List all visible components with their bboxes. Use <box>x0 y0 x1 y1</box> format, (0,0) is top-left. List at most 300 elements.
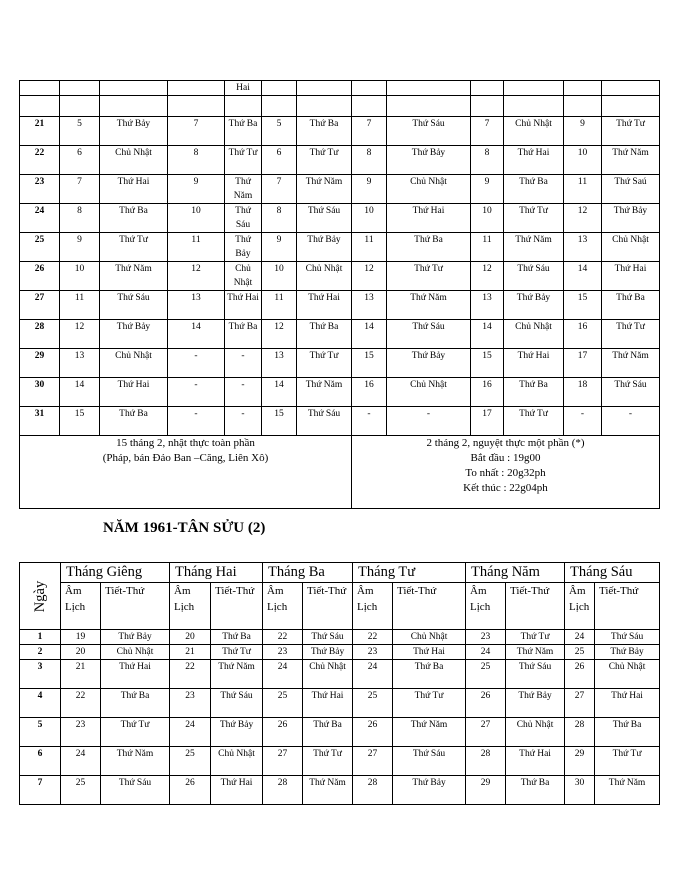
table-cell: 10 <box>60 262 100 291</box>
table-cell: 13 <box>168 291 225 320</box>
day-number: 7 <box>20 776 61 805</box>
table-cell <box>504 81 564 96</box>
day-number: 24 <box>20 204 60 233</box>
table-cell: Thứ Hai <box>225 291 262 320</box>
table-cell: 15 <box>60 407 100 436</box>
table-row <box>20 96 660 117</box>
table-cell: Thứ Sáu <box>225 204 262 233</box>
eclipse-lunar-note <box>352 436 660 509</box>
table-cell <box>352 96 387 117</box>
table-cell: 25 <box>61 776 101 805</box>
table-cell: Chủ Nhật <box>602 233 660 262</box>
table-cell <box>225 96 262 117</box>
table-cell: Chủ Nhật <box>100 146 168 175</box>
table-cell: Chủ Nhật <box>303 660 353 689</box>
day-number: 5 <box>20 718 61 747</box>
table-cell: Thứ Sáu <box>387 320 471 349</box>
day-number: 27 <box>20 291 60 320</box>
table-cell: 15 <box>352 349 387 378</box>
day-number: 26 <box>20 262 60 291</box>
table-cell: Chủ Nhật <box>297 262 352 291</box>
table-cell <box>168 96 225 117</box>
table-cell: Thứ Sáu <box>211 689 263 718</box>
table-cell: 8 <box>352 146 387 175</box>
table-cell: Thứ Ba <box>602 291 660 320</box>
table-cell: Thứ Tư <box>602 320 660 349</box>
table-cell <box>262 81 297 96</box>
table-cell: Thứ Sáu <box>602 378 660 407</box>
table-cell: 14 <box>564 262 602 291</box>
table-cell: 10 <box>471 204 504 233</box>
table-row <box>20 262 660 291</box>
table-row <box>20 718 660 747</box>
table-cell: Thứ Sáu <box>393 747 466 776</box>
table-cell: 29 <box>565 747 595 776</box>
table-cell: Thứ Hai <box>101 660 170 689</box>
table-cell: 24 <box>466 645 506 660</box>
table-cell: Thứ Năm <box>595 776 660 805</box>
table-cell: Thứ Bảy <box>297 233 352 262</box>
table-cell: 25 <box>565 645 595 660</box>
table-cell: 30 <box>565 776 595 805</box>
day-number: 6 <box>20 747 61 776</box>
table-cell: 26 <box>170 776 211 805</box>
table-cell: Chủ Nhật <box>504 117 564 146</box>
table-cell: Thứ Ba <box>393 660 466 689</box>
table-cell: Thứ Ba <box>297 117 352 146</box>
table-cell: Thứ Bảy <box>211 718 263 747</box>
table-cell: - <box>225 407 262 436</box>
table-cell: Thứ Tư <box>101 718 170 747</box>
table-cell: 20 <box>61 645 101 660</box>
table-cell: 15 <box>262 407 297 436</box>
table-cell: 17 <box>471 407 504 436</box>
table-cell: 13 <box>352 291 387 320</box>
table-cell: 26 <box>466 689 506 718</box>
table-cell: 9 <box>60 233 100 262</box>
table-cell: Thứ Bảy <box>100 117 168 146</box>
table-row <box>20 660 660 689</box>
table-row <box>20 630 660 645</box>
table-cell: Thứ Tư <box>504 407 564 436</box>
table-cell: 22 <box>61 689 101 718</box>
calendar-table-part2 <box>19 562 660 805</box>
tiet-thu-header: Tiết-Thứ <box>595 583 660 630</box>
table-cell: Chủ Nhật <box>101 645 170 660</box>
table-row <box>20 146 660 175</box>
table-cell: 23 <box>61 718 101 747</box>
table-cell: Thứ Bảy <box>506 689 565 718</box>
table-cell <box>60 96 100 117</box>
table-cell: 25 <box>466 660 506 689</box>
table-cell: 11 <box>564 175 602 204</box>
table-cell: Thứ Tư <box>393 689 466 718</box>
day-number: 25 <box>20 233 60 262</box>
tiet-thu-header: Tiết-Thứ <box>101 583 170 630</box>
table-cell: 27 <box>353 747 393 776</box>
table-cell: - <box>168 378 225 407</box>
table-cell: 24 <box>263 660 303 689</box>
month-header: Tháng Tư <box>353 563 466 583</box>
table-cell: Thứ Tư <box>506 630 565 645</box>
table-cell: Thứ Ba <box>225 117 262 146</box>
table-cell: 9 <box>564 117 602 146</box>
table-row <box>20 204 660 233</box>
table-cell: Thứ Ba <box>303 718 353 747</box>
table-cell <box>387 81 471 96</box>
table-cell: Thứ Ba <box>506 776 565 805</box>
table-cell: - <box>602 407 660 436</box>
table-cell: 24 <box>565 630 595 645</box>
am-lich-header: Âm Lịch <box>61 583 101 630</box>
day-number: 30 <box>20 378 60 407</box>
table-cell <box>602 81 660 96</box>
eclipse-line: To nhất : 20g32ph <box>465 467 546 479</box>
month-header: Tháng Năm <box>466 563 565 583</box>
eclipse-line: (Pháp, bán Đảo Ban –Căng, Liên Xô) <box>102 452 269 464</box>
table-cell: 26 <box>263 718 303 747</box>
table-cell: Thứ Ba <box>504 175 564 204</box>
ngay-label: Ngày <box>32 580 49 612</box>
day-number: 2 <box>20 645 61 660</box>
table-cell: Chủ Nhật <box>225 262 262 291</box>
table-cell: 7 <box>471 117 504 146</box>
table-cell: Thứ Bảy <box>393 776 466 805</box>
day-number: 4 <box>20 689 61 718</box>
table-cell: 7 <box>262 175 297 204</box>
table-cell <box>297 96 352 117</box>
table-cell: Thứ Bảy <box>225 233 262 262</box>
table-cell: 7 <box>60 175 100 204</box>
table-cell: Thứ Hai <box>595 689 660 718</box>
eclipse-line: 15 tháng 2, nhật thực toàn phần <box>116 437 255 449</box>
table-cell: Thứ Ba <box>100 407 168 436</box>
table-cell <box>471 96 504 117</box>
table-cell: 14 <box>168 320 225 349</box>
table-cell: 22 <box>353 630 393 645</box>
table-cell: Thứ Ba <box>387 233 471 262</box>
table-cell: Thứ Bảy <box>303 645 353 660</box>
table-cell: Thứ Hai <box>393 645 466 660</box>
table-cell <box>564 96 602 117</box>
eclipse-row <box>20 436 660 509</box>
table-cell: Thứ Sáu <box>100 291 168 320</box>
am-lich-header: Âm Lịch <box>353 583 393 630</box>
table-cell: 16 <box>564 320 602 349</box>
table-cell: Chủ Nhật <box>387 175 471 204</box>
table-cell: Thứ Năm <box>602 146 660 175</box>
table-cell: 13 <box>471 291 504 320</box>
table-cell: Thứ Tư <box>297 349 352 378</box>
table-cell: 20 <box>170 630 211 645</box>
day-number: 21 <box>20 117 60 146</box>
table-cell: Thứ Ba <box>101 689 170 718</box>
table-cell: Thứ Sáu <box>506 660 565 689</box>
table-cell <box>564 81 602 96</box>
table-cell: Thứ Hai <box>297 291 352 320</box>
table-cell: 8 <box>262 204 297 233</box>
table-cell: Chủ Nhật <box>506 718 565 747</box>
table-cell: Thứ Ba <box>211 630 263 645</box>
table-cell: Chủ Nhật <box>393 630 466 645</box>
table-cell: Thứ Hai <box>387 204 471 233</box>
eclipse-line: Bắt đầu : 19g00 <box>470 452 541 464</box>
table-cell: Thứ Năm <box>387 291 471 320</box>
table-cell: Thứ Hai <box>506 747 565 776</box>
tiet-thu-header: Tiết-Thứ <box>211 583 263 630</box>
tiet-thu-header: Tiết-Thứ <box>303 583 353 630</box>
table-cell: 26 <box>353 718 393 747</box>
table-cell: Thứ Tư <box>595 747 660 776</box>
table-cell: 27 <box>565 689 595 718</box>
table-cell: 9 <box>352 175 387 204</box>
table-cell <box>602 96 660 117</box>
table-cell <box>20 81 60 96</box>
table-cell: Thứ Ba <box>297 320 352 349</box>
am-lich-header: Âm Lịch <box>263 583 303 630</box>
table-cell: 11 <box>262 291 297 320</box>
table-cell: 12 <box>262 320 297 349</box>
table-cell: 27 <box>466 718 506 747</box>
table-cell: 14 <box>352 320 387 349</box>
table-cell: Thứ Tư <box>303 747 353 776</box>
table-cell: 7 <box>352 117 387 146</box>
table-cell: 12 <box>168 262 225 291</box>
table-cell: Thứ Sáu <box>387 117 471 146</box>
table-cell: 24 <box>170 718 211 747</box>
table-cell <box>297 81 352 96</box>
table-cell: 6 <box>262 146 297 175</box>
table-cell: Thứ Hai <box>100 175 168 204</box>
table-cell: Thứ Năm <box>211 660 263 689</box>
table-cell: 12 <box>352 262 387 291</box>
table-row <box>20 233 660 262</box>
table-cell <box>352 81 387 96</box>
table-row <box>20 349 660 378</box>
day-number: 1 <box>20 630 61 645</box>
table-cell: Thứ Tư <box>602 117 660 146</box>
table-cell: Thứ Saú <box>602 175 660 204</box>
table-row <box>20 378 660 407</box>
calendar-table-part1 <box>19 80 660 509</box>
table-cell: Thứ Năm <box>504 233 564 262</box>
table-cell: 21 <box>61 660 101 689</box>
table-cell: 21 <box>170 645 211 660</box>
table-cell: 24 <box>61 747 101 776</box>
day-number: 29 <box>20 349 60 378</box>
table-cell: 28 <box>565 718 595 747</box>
table-cell: Thứ Năm <box>225 175 262 204</box>
table-cell: Thứ Sáu <box>101 776 170 805</box>
table-cell: 10 <box>262 262 297 291</box>
table-cell: Thứ Bảy <box>387 349 471 378</box>
table-cell: Thứ Tư <box>100 233 168 262</box>
table-cell: Thứ Năm <box>297 378 352 407</box>
table-cell: 7 <box>168 117 225 146</box>
table-cell: - <box>168 407 225 436</box>
table-cell: Thứ Ba <box>100 204 168 233</box>
table-cell: Thứ Bảy <box>602 204 660 233</box>
table-cell: 22 <box>263 630 303 645</box>
table-cell: Thứ Sáu <box>297 407 352 436</box>
table-cell <box>387 96 471 117</box>
table-cell: Thứ Sáu <box>595 630 660 645</box>
table-cell: 16 <box>471 378 504 407</box>
month-header-row <box>20 563 660 583</box>
table-cell: Chủ Nhật <box>387 378 471 407</box>
table-cell: 23 <box>263 645 303 660</box>
table-cell: Thứ Năm <box>303 776 353 805</box>
table-cell <box>168 81 225 96</box>
table-cell: Thứ Ba <box>225 320 262 349</box>
table-cell: 14 <box>471 320 504 349</box>
table-cell: 12 <box>471 262 504 291</box>
table-cell: Thứ Bảy <box>504 291 564 320</box>
table-cell: Thứ Bảy <box>101 630 170 645</box>
tiet-thu-header: Tiết-Thứ <box>506 583 565 630</box>
table-cell: Thứ Sáu <box>303 630 353 645</box>
table-cell: Thứ Sáu <box>504 262 564 291</box>
table-cell: 15 <box>564 291 602 320</box>
table-cell: 9 <box>168 175 225 204</box>
table-cell: 25 <box>353 689 393 718</box>
table-cell: 10 <box>168 204 225 233</box>
table-cell: - <box>352 407 387 436</box>
table-cell: 11 <box>60 291 100 320</box>
table-row <box>20 645 660 660</box>
table-cell: 18 <box>564 378 602 407</box>
am-lich-header: Âm Lịch <box>466 583 506 630</box>
table-row <box>20 776 660 805</box>
table-cell: 11 <box>471 233 504 262</box>
day-number: 22 <box>20 146 60 175</box>
table-cell <box>20 96 60 117</box>
table-cell: Hai <box>225 81 262 96</box>
table-cell: 25 <box>170 747 211 776</box>
table-cell: 29 <box>466 776 506 805</box>
table-cell: Thứ Tư <box>297 146 352 175</box>
table-cell <box>60 81 100 96</box>
table-row <box>20 407 660 436</box>
table-cell: Thứ Bảy <box>595 645 660 660</box>
table-cell: 11 <box>352 233 387 262</box>
table-cell: Thứ Ba <box>504 378 564 407</box>
table-cell: 24 <box>353 660 393 689</box>
table-cell: - <box>225 349 262 378</box>
table-cell: 12 <box>60 320 100 349</box>
table-cell: 19 <box>61 630 101 645</box>
table-cell: 12 <box>564 204 602 233</box>
day-number: 23 <box>20 175 60 204</box>
table-row <box>20 291 660 320</box>
table-cell: Thứ Bảy <box>100 320 168 349</box>
table-cell: 9 <box>471 175 504 204</box>
table-cell: 25 <box>263 689 303 718</box>
tiet-thu-header: Tiết-Thứ <box>393 583 466 630</box>
table-cell: Thứ Năm <box>393 718 466 747</box>
table-cell: Thứ Hai <box>100 378 168 407</box>
am-lich-header: Âm Lịch <box>170 583 211 630</box>
table-cell: 8 <box>60 204 100 233</box>
table-cell: 13 <box>60 349 100 378</box>
table-cell: 9 <box>262 233 297 262</box>
eclipse-line: Kết thúc : 22g04ph <box>463 482 548 494</box>
table-row <box>20 320 660 349</box>
table-cell: Thứ Năm <box>100 262 168 291</box>
table-cell: 15 <box>471 349 504 378</box>
table-cell: 5 <box>262 117 297 146</box>
month-header: Tháng Hai <box>170 563 263 583</box>
table-cell <box>504 96 564 117</box>
table-cell: Thứ Tư <box>225 146 262 175</box>
table-cell: Chủ Nhật <box>100 349 168 378</box>
table-cell: 27 <box>263 747 303 776</box>
table-cell: Thứ Hai <box>303 689 353 718</box>
table-cell <box>100 81 168 96</box>
table-cell: 16 <box>352 378 387 407</box>
table-cell: - <box>168 349 225 378</box>
table-cell: Thứ Bảy <box>387 146 471 175</box>
eclipse-line: 2 tháng 2, nguyệt thực một phần (*) <box>426 437 585 449</box>
table-cell: Thứ Năm <box>602 349 660 378</box>
table-cell: 14 <box>262 378 297 407</box>
table-cell: Thứ Hai <box>602 262 660 291</box>
table-cell: 8 <box>168 146 225 175</box>
table-cell: 28 <box>353 776 393 805</box>
table-cell: Thứ Năm <box>506 645 565 660</box>
table-cell: Thứ Sáu <box>297 204 352 233</box>
table-cell: - <box>387 407 471 436</box>
table-cell: Thứ Hai <box>211 776 263 805</box>
year-heading: NĂM 1961-TÂN SỬU (2) <box>103 520 266 536</box>
table-cell: - <box>564 407 602 436</box>
month-header: Tháng Giêng <box>61 563 170 583</box>
table-cell: Thứ Ba <box>595 718 660 747</box>
table-cell: 14 <box>60 378 100 407</box>
eclipse-solar-note <box>20 436 352 509</box>
table-cell: Chủ Nhật <box>211 747 263 776</box>
table-cell: 11 <box>168 233 225 262</box>
table-cell: 6 <box>60 146 100 175</box>
table-cell: Chủ Nhật <box>595 660 660 689</box>
table-cell: Thứ Tư <box>504 204 564 233</box>
table-cell: 23 <box>353 645 393 660</box>
table-cell: Thứ Hai <box>504 146 564 175</box>
month-header: Tháng Sáu <box>565 563 660 583</box>
table-cell: Thứ Tư <box>211 645 263 660</box>
month-header: Tháng Ba <box>263 563 353 583</box>
day-number: 28 <box>20 320 60 349</box>
table-row <box>20 747 660 776</box>
table-cell: Chủ Nhật <box>504 320 564 349</box>
table-cell: 28 <box>466 747 506 776</box>
table-cell: 13 <box>564 233 602 262</box>
day-number: 31 <box>20 407 60 436</box>
table-row <box>20 117 660 146</box>
table-cell: 22 <box>170 660 211 689</box>
table-cell: 26 <box>565 660 595 689</box>
table-row <box>20 689 660 718</box>
table-row <box>20 81 660 96</box>
table-cell: Thứ Hai <box>504 349 564 378</box>
table-cell: 10 <box>564 146 602 175</box>
table-cell: 10 <box>352 204 387 233</box>
table-cell: Thứ Năm <box>297 175 352 204</box>
sub-header-row <box>20 583 660 630</box>
table-cell: 5 <box>60 117 100 146</box>
table-cell: - <box>225 378 262 407</box>
day-number: 3 <box>20 660 61 689</box>
